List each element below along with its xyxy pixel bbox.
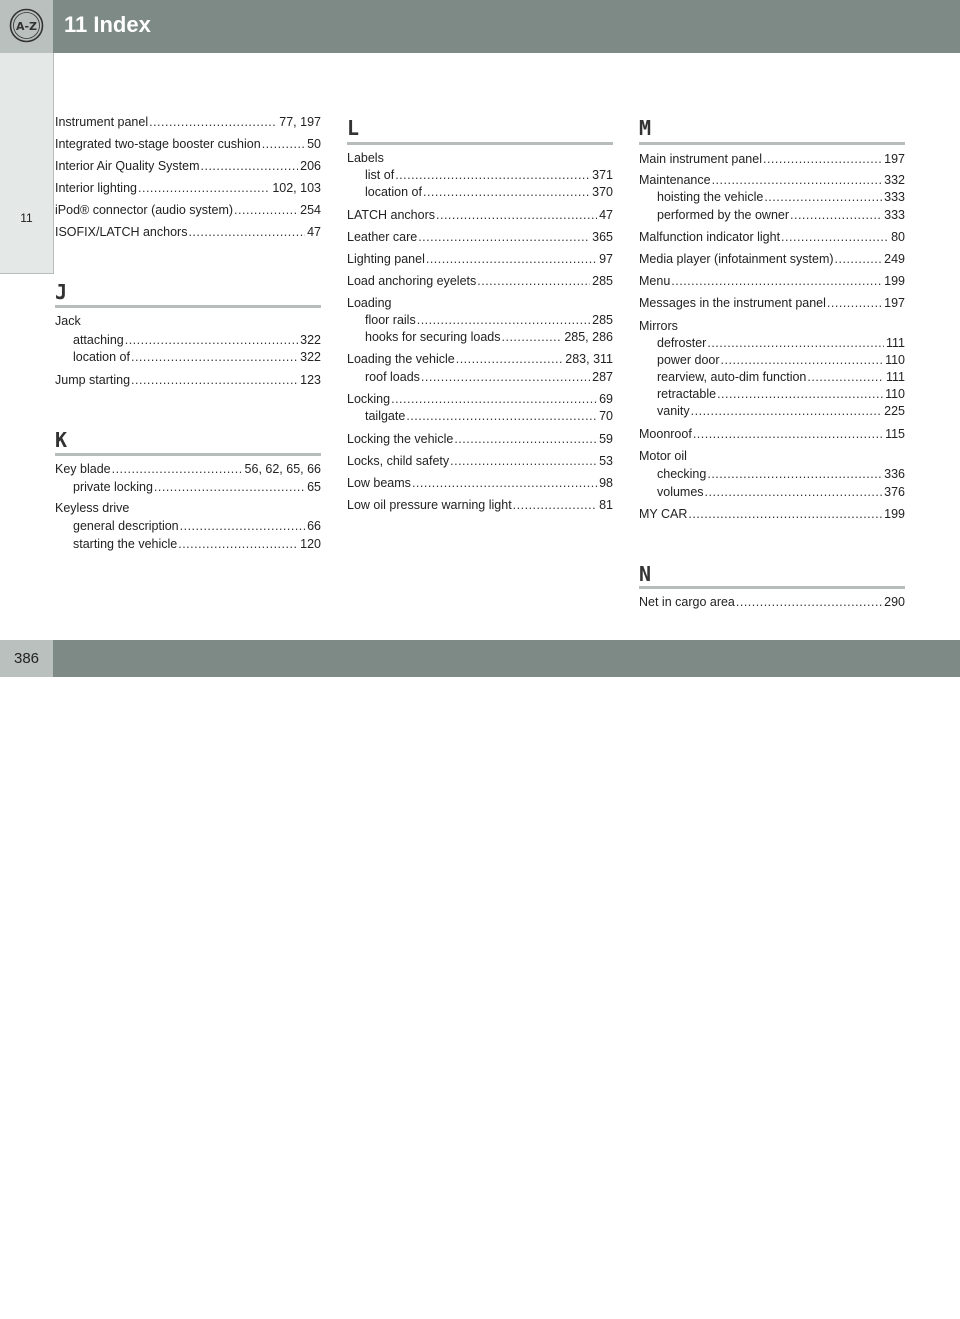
leader-dots (421, 370, 590, 384)
leader-dots (454, 432, 597, 446)
entry-text: Integrated two-stage booster cushion (55, 137, 261, 151)
entry-pages: 290 (884, 595, 905, 609)
leader-dots (705, 485, 883, 499)
entry-text: Media player (infotainment system) (639, 252, 834, 266)
entry-pages: 47 (599, 208, 613, 222)
leader-dots (807, 370, 884, 384)
leader-dots (691, 404, 882, 418)
index-subentry (73, 480, 321, 496)
leader-dots (178, 537, 298, 551)
entry-text: private locking (73, 480, 153, 494)
index-entry (347, 252, 613, 268)
entry-text: Motor oil (639, 449, 687, 463)
entry-text: performed by the owner (657, 208, 790, 222)
entry-text: Locks, child safety (347, 454, 450, 468)
entry-text: Loading the vehicle (347, 352, 455, 366)
entry-text: checking (657, 467, 707, 481)
entry-pages: 123 (300, 373, 321, 387)
entry-pages: 197 (884, 296, 905, 310)
page-title: 11 Index (64, 12, 151, 37)
entry-text: hooks for securing loads (365, 330, 501, 344)
entry-pages: 59 (599, 432, 613, 446)
entry-pages: 69 (599, 392, 613, 406)
entry-text: Loading (347, 296, 392, 310)
entry-text: Malfunction indicator light (639, 230, 781, 244)
leader-dots (790, 208, 882, 222)
leader-dots (234, 203, 298, 217)
leader-dots (131, 350, 298, 364)
page-number-box (0, 640, 53, 677)
leader-dots (835, 252, 883, 266)
index-subentry (657, 190, 905, 206)
index-entry (55, 225, 321, 241)
leader-dots (763, 152, 882, 166)
index-heading (347, 151, 613, 167)
footer-bar (0, 640, 960, 1318)
leader-dots (721, 353, 884, 367)
entry-pages: 115 (885, 427, 905, 441)
index-entry (347, 208, 613, 224)
leader-dots (112, 462, 243, 476)
leader-dots (154, 480, 305, 494)
entry-text: attaching (73, 333, 124, 347)
entry-pages: 333 (884, 190, 905, 204)
index-heading (55, 314, 321, 330)
index-entry (639, 507, 905, 523)
index-entry (55, 137, 321, 153)
entry-pages: 371 (592, 168, 613, 182)
entry-text: Locking (347, 392, 391, 406)
leader-dots (188, 225, 305, 239)
leader-dots (707, 467, 882, 481)
entry-text: volumes (657, 485, 704, 499)
index-entry (347, 454, 613, 470)
entry-text: list of (365, 168, 395, 182)
leader-dots (180, 519, 305, 533)
entry-text: Interior lighting (55, 181, 137, 195)
entry-pages: 56, 62, 65, 66 (244, 462, 321, 476)
index-entry (347, 392, 613, 408)
index-subentry (657, 208, 905, 224)
entry-text: floor rails (365, 313, 416, 327)
entry-pages: 66 (307, 519, 321, 533)
entry-pages: 370 (592, 185, 613, 199)
entry-text: iPod® connector (audio system) (55, 203, 234, 217)
entry-text: Low oil pressure warning light (347, 498, 512, 512)
leader-dots (423, 185, 590, 199)
entry-pages: 322 (300, 333, 321, 347)
index-subentry (73, 537, 321, 553)
entry-pages: 102, 103 (272, 181, 321, 195)
section-letter-n: N (639, 562, 652, 586)
entry-text: starting the vehicle (73, 537, 178, 551)
entry-text: tailgate (365, 409, 406, 423)
entry-pages: 199 (884, 507, 905, 521)
index-entry (639, 152, 905, 168)
entry-pages: 285 (592, 274, 613, 288)
entry-pages: 53 (599, 454, 613, 468)
entry-pages: 333 (884, 208, 905, 222)
entry-text: Lighting panel (347, 252, 425, 266)
entry-pages: 285 (592, 313, 613, 327)
entry-pages: 283, 311 (565, 352, 613, 366)
entry-text: Jump starting (55, 373, 131, 387)
index-subentry (73, 333, 321, 349)
leader-dots (693, 427, 883, 441)
index-entry (55, 373, 321, 389)
entry-pages: 70 (599, 409, 613, 423)
chapter-tab (0, 53, 54, 274)
index-entry (639, 230, 905, 246)
entry-text: Main instrument panel (639, 152, 762, 166)
index-entry (55, 462, 321, 478)
entry-text: rearview, auto-dim function (657, 370, 807, 384)
index-subentry (365, 313, 613, 329)
entry-text: MY CAR (639, 507, 688, 521)
entry-pages: 332 (884, 173, 905, 187)
entry-text: retractable (657, 387, 717, 401)
entry-pages: 287 (592, 370, 613, 384)
leader-dots (477, 274, 590, 288)
leader-dots (781, 230, 889, 244)
watermark: carmanualsonline.info (560, 1288, 857, 1318)
section-letter-j: J (55, 280, 68, 304)
index-entry (347, 352, 613, 368)
entry-text: Jack (55, 314, 81, 328)
entry-pages: 47 (307, 225, 321, 239)
entry-pages: 206 (300, 159, 321, 173)
entry-text: Net in cargo area (639, 595, 735, 609)
entry-text: Low beams (347, 476, 411, 490)
entry-text: power door (657, 353, 720, 367)
entry-text: location of (73, 350, 130, 364)
leader-dots (406, 409, 597, 423)
entry-text: Labels (347, 151, 384, 165)
entry-text: general description (73, 519, 179, 533)
index-entry (347, 476, 613, 492)
entry-pages: 50 (307, 137, 321, 151)
leader-dots (764, 190, 882, 204)
leader-dots (417, 313, 590, 327)
index-heading (639, 319, 905, 335)
leader-dots (827, 296, 882, 310)
entry-pages: 98 (599, 476, 613, 490)
index-heading (55, 501, 321, 517)
entry-pages: 285, 286 (564, 330, 613, 344)
index-entry (639, 173, 905, 189)
index-entry (55, 181, 321, 197)
leader-dots (736, 595, 882, 609)
entry-text: roof loads (365, 370, 420, 384)
entry-pages: 225 (884, 404, 905, 418)
entry-pages: 365 (592, 230, 613, 244)
leader-dots (138, 181, 270, 195)
index-entry (639, 296, 905, 312)
entry-text: Messages in the instrument panel (639, 296, 826, 310)
entry-text: vanity (657, 404, 690, 418)
leader-dots (262, 137, 305, 151)
logo-box (0, 0, 53, 53)
entry-text: Menu (639, 274, 671, 288)
index-subentry (73, 519, 321, 535)
index-entry (55, 159, 321, 175)
entry-text: location of (365, 185, 422, 199)
logo-text: A-Z (15, 20, 38, 33)
leader-dots (450, 454, 597, 468)
entry-pages: 197 (884, 152, 905, 166)
section-rule (55, 453, 321, 456)
leader-dots (131, 373, 298, 387)
entry-pages: 254 (300, 203, 321, 217)
index-subentry (73, 350, 321, 366)
entry-text: LATCH anchors (347, 208, 435, 222)
index-subentry (657, 485, 905, 501)
entry-pages: 111 (885, 370, 905, 384)
entry-text: Key blade (55, 462, 111, 476)
entry-text: Maintenance (639, 173, 711, 187)
entry-pages: 80 (891, 230, 905, 244)
index-subentry (657, 353, 905, 369)
entry-text: Load anchoring eyelets (347, 274, 477, 288)
leader-dots (426, 252, 597, 266)
leader-dots (149, 115, 277, 129)
index-subentry (657, 467, 905, 483)
index-subentry (365, 370, 613, 386)
index-subentry (657, 336, 905, 352)
leader-dots (436, 208, 597, 222)
section-rule (347, 142, 613, 145)
leader-dots (391, 392, 597, 406)
index-subentry (657, 370, 905, 386)
section-rule (639, 142, 905, 145)
entry-text: Locking the vehicle (347, 432, 454, 446)
section-rule (55, 305, 321, 308)
entry-pages: 110 (885, 387, 905, 401)
entry-text: Leather care (347, 230, 418, 244)
index-subentry (365, 409, 613, 425)
leader-dots (412, 476, 597, 490)
entry-pages: 111 (885, 336, 905, 350)
entry-pages: 322 (300, 350, 321, 364)
entry-pages: 120 (300, 537, 321, 551)
entry-pages: 65 (307, 480, 321, 494)
entry-pages: 110 (885, 353, 905, 367)
index-entry (347, 274, 613, 290)
leader-dots (418, 230, 590, 244)
entry-text: Keyless drive (55, 501, 130, 515)
leader-dots (671, 274, 882, 288)
page-number: 386 (13, 650, 40, 667)
index-entry (347, 432, 613, 448)
entry-text: ISOFIX/LATCH anchors (55, 225, 188, 239)
leader-dots (456, 352, 564, 366)
chapter-number: 11 (20, 211, 33, 225)
leader-dots (707, 336, 884, 350)
entry-text: Mirrors (639, 319, 678, 333)
index-subentry (657, 404, 905, 420)
section-letter-l: L (347, 116, 360, 140)
index-entry (347, 498, 613, 514)
section-letter-m: M (639, 116, 652, 140)
entry-text: Instrument panel (55, 115, 149, 129)
index-entry (55, 203, 321, 219)
leader-dots (712, 173, 883, 187)
index-heading (347, 296, 613, 312)
entry-pages: 77, 197 (279, 115, 321, 129)
section-letter-k: K (55, 428, 68, 452)
header-bar (0, 0, 960, 53)
entry-pages: 249 (884, 252, 905, 266)
index-entry (639, 427, 905, 443)
index-entry (347, 230, 613, 246)
entry-text: defroster (657, 336, 707, 350)
section-rule (639, 586, 905, 589)
index-entry (639, 252, 905, 268)
leader-dots (513, 498, 597, 512)
leader-dots (502, 330, 563, 344)
index-entry (55, 115, 321, 131)
entry-pages: 81 (599, 498, 613, 512)
entry-pages: 336 (884, 467, 905, 481)
entry-text: hoisting the vehicle (657, 190, 764, 204)
index-subentry (365, 168, 613, 184)
index-subentry (365, 185, 613, 201)
entry-pages: 376 (884, 485, 905, 499)
leader-dots (717, 387, 883, 401)
entry-pages: 199 (884, 274, 905, 288)
index-subentry (365, 330, 613, 346)
leader-dots (125, 333, 298, 347)
entry-pages: 97 (599, 252, 613, 266)
leader-dots (688, 507, 882, 521)
index-subentry (657, 387, 905, 403)
leader-dots (201, 159, 299, 173)
index-heading (639, 449, 905, 465)
index-entry (639, 274, 905, 290)
a-z-index-icon (9, 8, 44, 43)
leader-dots (395, 168, 590, 182)
entry-text: Interior Air Quality System (55, 159, 200, 173)
index-entry (639, 595, 905, 611)
entry-text: Moonroof (639, 427, 692, 441)
